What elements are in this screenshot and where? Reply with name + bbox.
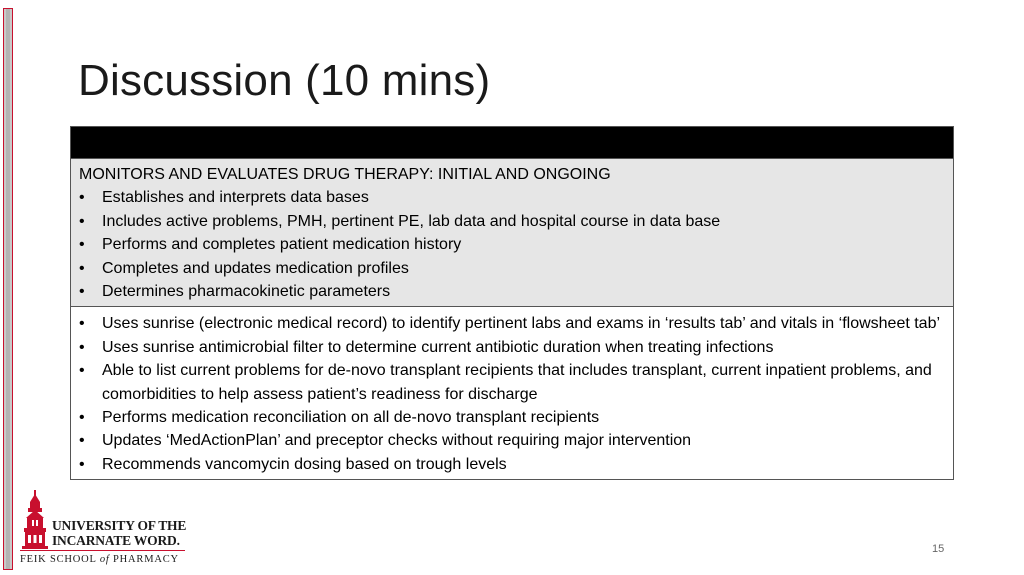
bullet-item: • Includes active problems, PMH, pertinent PE, lab data and hospital course in data base (79, 210, 945, 233)
bullet-item: • Completes and updates medication profiles (79, 257, 945, 280)
bullet-item: • Uses sunrise antimicrobial filter to determine current antibiotic duration when treating infections (79, 336, 945, 359)
logo-line-1: UNIVERSITY OF THE (52, 518, 187, 533)
bullet-item: • Recommends vancomycin dosing based on trough levels (79, 453, 945, 476)
competency-table (70, 126, 954, 480)
left-accent-bar-inner (6, 9, 10, 569)
school-suffix: PHARMACY (109, 554, 179, 565)
section2-bullet-list (79, 312, 945, 476)
table-header-row (71, 127, 953, 158)
bullet-item: • Able to list current problems for de-novo transplant recipients that includes transplant, current inpatient problems, and comorbidities to help assess patient’s readiness for discharge (79, 359, 945, 406)
bullet-item: • Establishes and interprets data bases (79, 186, 945, 209)
section1-bullet-list (79, 186, 945, 303)
school-of: of (99, 554, 110, 565)
logo-divider (20, 550, 185, 551)
bullet-item: • Updates ‘MedActionPlan’ and preceptor checks without requiring major intervention (79, 429, 945, 452)
bullet-item: • Determines pharmacokinetic parameters (79, 280, 945, 303)
logo-school-name (20, 554, 179, 565)
table-section-monitoring (71, 158, 953, 306)
school-prefix: FEIK SCHOOL (20, 554, 100, 565)
page-number: 15 (932, 543, 945, 555)
bullet-item: • Performs and completes patient medication history (79, 233, 945, 256)
slide-title: Discussion (10 mins) (78, 56, 491, 105)
left-accent-bar (3, 8, 13, 570)
bullet-item: • Uses sunrise (electronic medical record) to identify pertinent labs and exams in ‘results tab’ and vitals in ‘flowsheet tab’ (79, 312, 945, 335)
logo-wordmark (52, 518, 186, 548)
table-section-activities (71, 306, 953, 479)
logo-line-2: INCARNATE WORD. (52, 533, 180, 548)
bullet-item: • Performs medication reconciliation on all de-novo transplant recipients (79, 406, 945, 429)
section-heading: MONITORS AND EVALUATES DRUG THERAPY: INITIAL AND ONGOING (79, 166, 611, 183)
